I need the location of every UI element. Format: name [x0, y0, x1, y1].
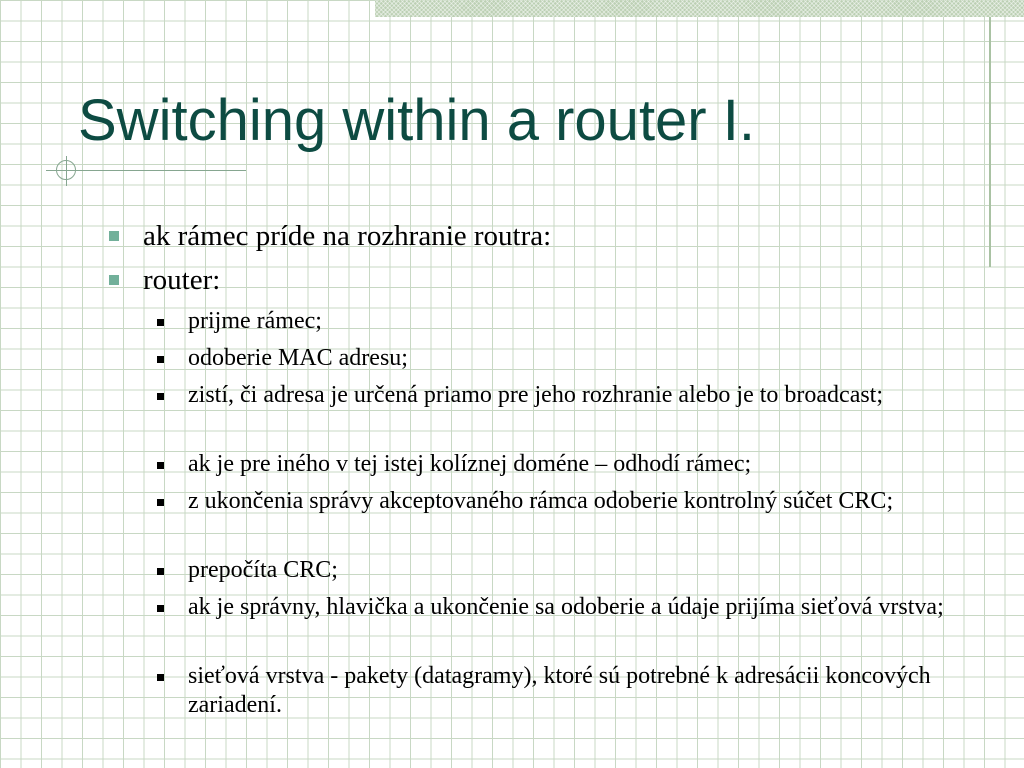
sub-bullet-label: prijme rámec;	[188, 308, 322, 334]
bullet-label: ak rámec príde na rozhranie routra:	[143, 220, 552, 252]
sub-bullet-item	[188, 307, 978, 336]
small-square-bullet-icon	[157, 499, 164, 506]
sub-bullet-label: ak je pre iného v tej istej kolíznej doméne – odhodí rámec;	[188, 451, 752, 477]
sub-bullet-label: odoberie MAC adresu;	[188, 345, 408, 371]
bullet-label: router:	[143, 264, 221, 296]
bullet-item-frame-arrives	[143, 220, 551, 252]
sub-bullet-item	[188, 487, 978, 516]
slide-title: Switching within a router I.	[78, 88, 755, 153]
sub-bullet-label: prepočíta CRC;	[188, 557, 338, 583]
square-bullet-icon	[109, 275, 119, 285]
sub-bullet-item	[188, 593, 978, 622]
small-square-bullet-icon	[157, 393, 164, 400]
sub-bullet-label: z ukončenia správy akceptovaného rámca odoberie kontrolný súčet CRC;	[188, 488, 894, 514]
small-square-bullet-icon	[157, 568, 164, 575]
sub-bullet-item	[188, 381, 978, 410]
sub-bullet-item	[188, 556, 978, 585]
sub-bullet-item	[188, 450, 978, 479]
small-square-bullet-icon	[157, 605, 164, 612]
small-square-bullet-icon	[157, 319, 164, 326]
sub-bullet-label: sieťová vrstva - pakety (datagramy), ktoré sú potrebné k adresácii koncových zariadení.	[188, 663, 931, 718]
sub-bullet-item	[188, 344, 978, 373]
sub-bullet-item	[188, 662, 978, 720]
bullet-item-router	[143, 264, 220, 296]
sub-bullet-label: ak je správny, hlavička a ukončenie sa odoberie a údaje prijíma sieťová vrstva;	[188, 594, 944, 620]
small-square-bullet-icon	[157, 674, 164, 681]
small-square-bullet-icon	[157, 356, 164, 363]
sub-bullet-label: zistí, či adresa je určená priamo pre jeho rozhranie alebo je to broadcast;	[188, 382, 884, 408]
small-square-bullet-icon	[157, 462, 164, 469]
square-bullet-icon	[109, 231, 119, 241]
